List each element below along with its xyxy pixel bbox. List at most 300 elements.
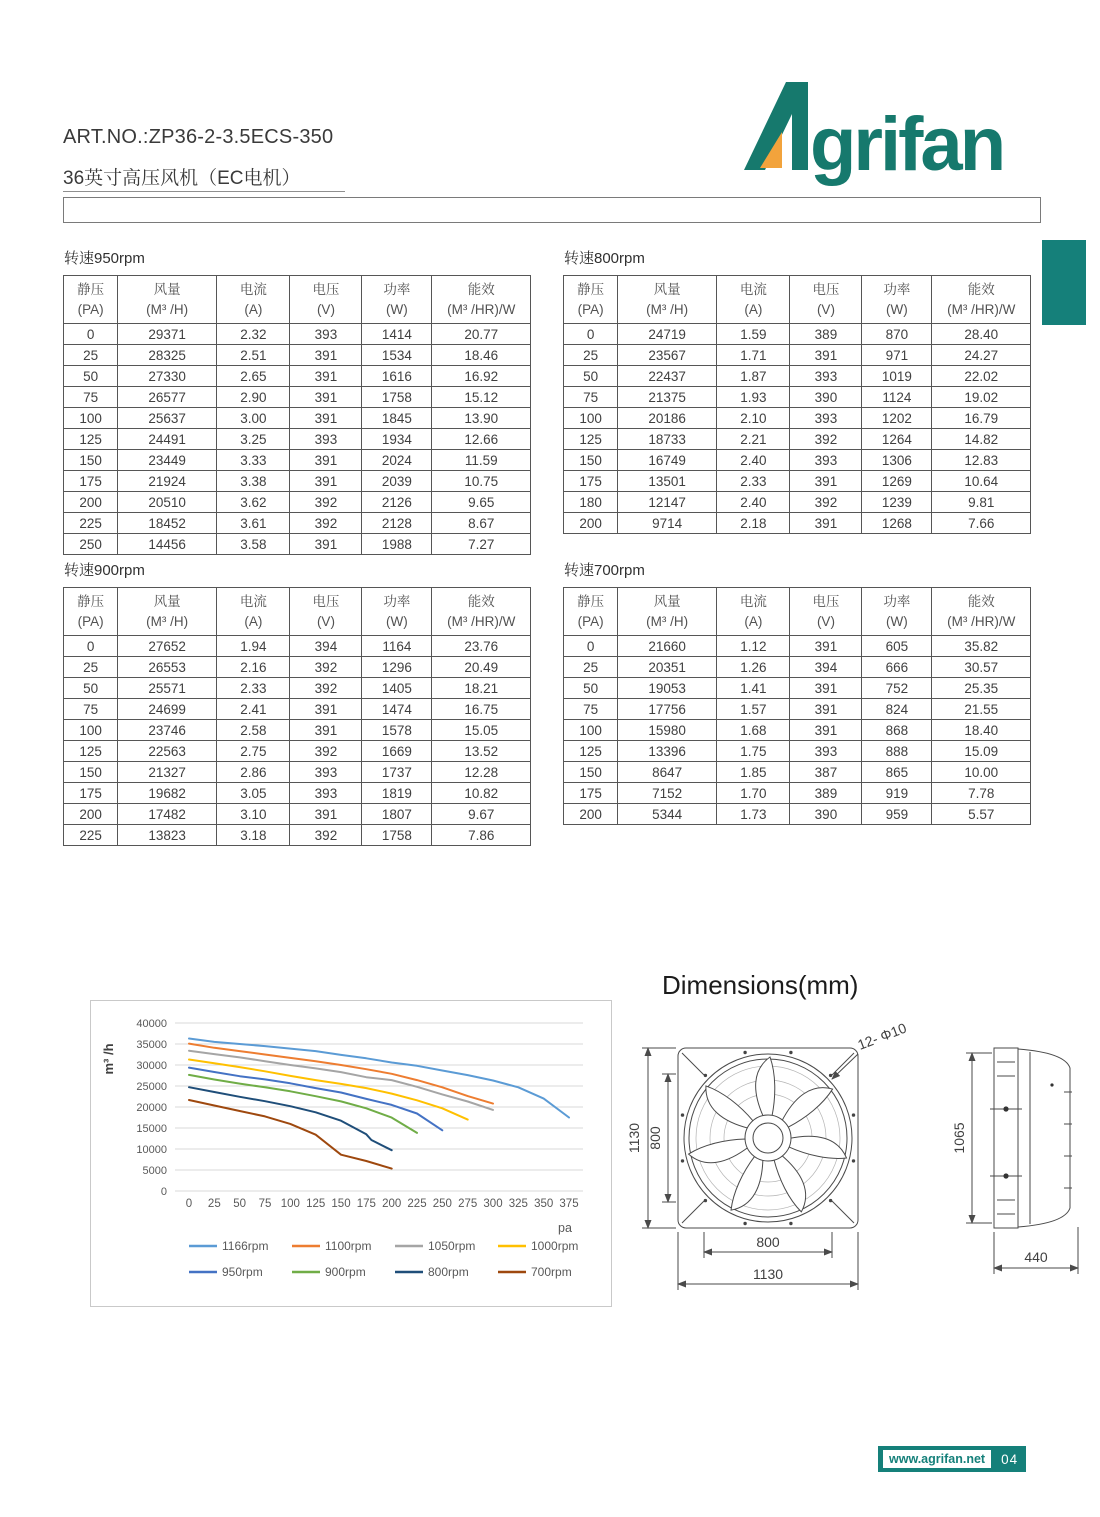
spec-table — [63, 275, 531, 555]
cell: 971 — [862, 345, 932, 366]
cell: 15980 — [618, 720, 717, 741]
column-header: 电压 (V) — [290, 588, 362, 636]
dim-front-outer-height: 1130 — [626, 1122, 642, 1154]
bolt-hole — [704, 1074, 707, 1077]
table-row — [64, 699, 531, 720]
legend-label: 1100rpm — [325, 1239, 372, 1253]
cell: 200 — [564, 513, 618, 534]
cell: 392 — [290, 678, 362, 699]
spec-table-700rpm — [563, 559, 1035, 825]
cell: 13.52 — [432, 741, 531, 762]
cell: 391 — [290, 408, 362, 429]
cell: 1.26 — [717, 657, 790, 678]
series-line-1100rpm — [189, 1044, 493, 1104]
table-title: 转速700rpm — [564, 562, 645, 579]
cell: 393 — [290, 324, 362, 345]
cell: 24491 — [118, 429, 217, 450]
legend-label: 950rpm — [222, 1265, 263, 1279]
footer-page-number: 04 — [1001, 1451, 1019, 1467]
cell: 2.41 — [217, 699, 290, 720]
cell: 865 — [862, 762, 932, 783]
cell: 391 — [790, 345, 862, 366]
table-row — [64, 741, 531, 762]
table-row — [64, 678, 531, 699]
cell: 35.82 — [932, 636, 1031, 657]
cell: 21327 — [118, 762, 217, 783]
y-tick-label: 20000 — [136, 1102, 167, 1114]
cell: 1239 — [862, 492, 932, 513]
cell: 393 — [790, 408, 862, 429]
cell: 1534 — [362, 345, 432, 366]
cell: 24719 — [618, 324, 717, 345]
table-row — [564, 657, 1031, 678]
cell: 19682 — [118, 783, 217, 804]
cell: 391 — [790, 720, 862, 741]
y-tick-label: 10000 — [136, 1144, 167, 1156]
cell: 0 — [564, 636, 618, 657]
cell: 2.10 — [717, 408, 790, 429]
cell: 21924 — [118, 471, 217, 492]
cell: 391 — [790, 636, 862, 657]
cell: 25637 — [118, 408, 217, 429]
cell: 13501 — [618, 471, 717, 492]
cell: 14.82 — [932, 429, 1031, 450]
header-row — [64, 276, 531, 324]
table-row — [64, 387, 531, 408]
column-header: 电流 (A) — [717, 588, 790, 636]
bolt-hole — [852, 1113, 855, 1116]
cell: 9.67 — [432, 804, 531, 825]
table-row — [564, 429, 1031, 450]
bolt-hole — [681, 1113, 684, 1116]
table-row — [564, 387, 1031, 408]
dim-front-outer-width: 1130 — [752, 1266, 784, 1282]
cell: 12.83 — [932, 450, 1031, 471]
x-tick-label: 50 — [233, 1198, 247, 1210]
cell: 1306 — [862, 450, 932, 471]
cell: 25.35 — [932, 678, 1031, 699]
column-header: 电流 (A) — [717, 276, 790, 324]
y-tick-label: 35000 — [136, 1039, 167, 1051]
cell: 2.40 — [717, 450, 790, 471]
dim-side-height: 1065 — [951, 1122, 967, 1154]
bolt-hole — [743, 1051, 746, 1054]
cell: 150 — [64, 450, 118, 471]
legend-label: 700rpm — [531, 1265, 572, 1279]
cell: 175 — [64, 783, 118, 804]
column-header: 静压 (PA) — [564, 276, 618, 324]
cell: 3.58 — [217, 534, 290, 555]
cell: 1268 — [862, 513, 932, 534]
cell: 19053 — [618, 678, 717, 699]
cell: 225 — [64, 513, 118, 534]
cell: 1.59 — [717, 324, 790, 345]
cell: 27330 — [118, 366, 217, 387]
cell: 20351 — [618, 657, 717, 678]
cell: 13823 — [118, 825, 217, 846]
cell: 100 — [564, 408, 618, 429]
y-tick-label: 5000 — [142, 1165, 167, 1177]
cell: 919 — [862, 783, 932, 804]
cell: 150 — [564, 762, 618, 783]
cell: 2039 — [362, 471, 432, 492]
fan-blade — [771, 1151, 815, 1214]
cell: 18.40 — [932, 720, 1031, 741]
cell: 391 — [290, 387, 362, 408]
cell: 12147 — [618, 492, 717, 513]
title-underline — [63, 191, 345, 192]
cell: 2.32 — [217, 324, 290, 345]
spec-table-950rpm — [63, 247, 535, 555]
spec-table — [63, 587, 531, 846]
bolt-hole — [743, 1222, 746, 1225]
fan-frame-side — [994, 1048, 1018, 1228]
bolt-hole — [829, 1074, 832, 1077]
cell: 8.67 — [432, 513, 531, 534]
table-title: 转速800rpm — [564, 250, 645, 267]
cell: 26553 — [118, 657, 217, 678]
cell: 21660 — [618, 636, 717, 657]
dim-holes-note: 12- Φ10 — [855, 1019, 909, 1053]
cell: 605 — [862, 636, 932, 657]
header-row — [64, 588, 531, 636]
column-header: 电压 (V) — [790, 276, 862, 324]
cell: 390 — [790, 387, 862, 408]
x-tick-label: 375 — [559, 1198, 579, 1210]
cell: 391 — [290, 720, 362, 741]
cell: 15.12 — [432, 387, 531, 408]
cell: 14456 — [118, 534, 217, 555]
cell: 1.41 — [717, 678, 790, 699]
cell: 7.78 — [932, 783, 1031, 804]
legend-label: 900rpm — [325, 1265, 366, 1279]
table-row — [564, 741, 1031, 762]
cell: 175 — [564, 783, 618, 804]
cell: 24699 — [118, 699, 217, 720]
cell: 23.76 — [432, 636, 531, 657]
cell: 3.00 — [217, 408, 290, 429]
cell: 2126 — [362, 492, 432, 513]
cell: 20510 — [118, 492, 217, 513]
cell: 16.92 — [432, 366, 531, 387]
series-line-700rpm — [189, 1100, 392, 1169]
cell: 200 — [564, 804, 618, 825]
x-tick-label: 200 — [382, 1198, 402, 1210]
footer-bar — [878, 1446, 1026, 1472]
cell: 1616 — [362, 366, 432, 387]
column-header: 功率 (W) — [362, 588, 432, 636]
cell: 15.09 — [932, 741, 1031, 762]
y-tick-label: 30000 — [136, 1060, 167, 1072]
header-row — [564, 588, 1031, 636]
cell: 392 — [290, 657, 362, 678]
table-row — [64, 429, 531, 450]
cell: 391 — [790, 678, 862, 699]
table-title: 转速950rpm — [64, 250, 145, 267]
cell: 389 — [790, 783, 862, 804]
cell: 16.75 — [432, 699, 531, 720]
cell: 393 — [790, 741, 862, 762]
spec-table-800rpm — [563, 247, 1035, 534]
cell: 391 — [290, 534, 362, 555]
cell: 75 — [64, 699, 118, 720]
table-row — [564, 492, 1031, 513]
cell: 25 — [564, 657, 618, 678]
cell: 666 — [862, 657, 932, 678]
column-header: 静压 (PA) — [564, 588, 618, 636]
cell: 10.75 — [432, 471, 531, 492]
cell: 870 — [862, 324, 932, 345]
cell: 25 — [64, 657, 118, 678]
column-header: 静压 (PA) — [64, 276, 118, 324]
cell: 23746 — [118, 720, 217, 741]
table-row — [564, 783, 1031, 804]
x-tick-label: 175 — [356, 1198, 376, 1210]
fan-blade — [756, 1057, 775, 1118]
table-row — [564, 471, 1031, 492]
cell: 19.02 — [932, 387, 1031, 408]
cell: 17756 — [618, 699, 717, 720]
cell: 1.87 — [717, 366, 790, 387]
product-title: 36英寸高压风机（EC电机） — [63, 168, 301, 189]
column-header: 电流 (A) — [217, 276, 290, 324]
cell: 9.81 — [932, 492, 1031, 513]
cell: 391 — [290, 471, 362, 492]
bolt-hole — [704, 1199, 707, 1202]
cell: 25571 — [118, 678, 217, 699]
legend-label: 800rpm — [428, 1265, 469, 1279]
cell: 7.27 — [432, 534, 531, 555]
cell: 391 — [790, 699, 862, 720]
table-row — [64, 471, 531, 492]
cell: 100 — [64, 408, 118, 429]
cell: 391 — [290, 450, 362, 471]
cell: 3.25 — [217, 429, 290, 450]
cell: 1.73 — [717, 804, 790, 825]
cell: 200 — [64, 804, 118, 825]
table-title: 转速900rpm — [64, 562, 145, 579]
cell: 9.65 — [432, 492, 531, 513]
cell: 2.33 — [717, 471, 790, 492]
column-header: 电压 (V) — [790, 588, 862, 636]
y-tick-label: 15000 — [136, 1123, 167, 1135]
cell: 1296 — [362, 657, 432, 678]
cell: 75 — [564, 699, 618, 720]
cell: 752 — [862, 678, 932, 699]
cell: 392 — [790, 492, 862, 513]
cell: 23449 — [118, 450, 217, 471]
page-edge-tab — [1042, 240, 1086, 325]
table-row — [564, 678, 1031, 699]
cell: 390 — [790, 804, 862, 825]
dim-side-depth: 440 — [1024, 1249, 1048, 1265]
cell: 11.59 — [432, 450, 531, 471]
cell: 125 — [64, 741, 118, 762]
cell: 1758 — [362, 387, 432, 408]
cell: 0 — [564, 324, 618, 345]
bolt-hole — [789, 1222, 792, 1225]
cell: 100 — [564, 720, 618, 741]
cell: 2024 — [362, 450, 432, 471]
cell: 1019 — [862, 366, 932, 387]
cell: 7.66 — [932, 513, 1031, 534]
table-row — [564, 762, 1031, 783]
cell: 1202 — [862, 408, 932, 429]
cell: 2.18 — [717, 513, 790, 534]
cell: 824 — [862, 699, 932, 720]
legend-label: 1166rpm — [222, 1239, 269, 1253]
cell: 18733 — [618, 429, 717, 450]
logo-text: grifan — [810, 102, 1004, 187]
cell: 3.61 — [217, 513, 290, 534]
cell: 1.85 — [717, 762, 790, 783]
header-rule-box — [63, 197, 1041, 223]
cell: 50 — [64, 366, 118, 387]
x-tick-label: 75 — [258, 1198, 272, 1210]
cell: 23567 — [618, 345, 717, 366]
cell: 2.16 — [217, 657, 290, 678]
table-row — [64, 408, 531, 429]
cell: 393 — [290, 762, 362, 783]
cell: 2.75 — [217, 741, 290, 762]
cell: 0 — [64, 324, 118, 345]
table-row — [564, 324, 1031, 345]
cell: 200 — [64, 492, 118, 513]
cell: 20186 — [618, 408, 717, 429]
cell: 391 — [290, 366, 362, 387]
cell: 3.10 — [217, 804, 290, 825]
cell: 21.55 — [932, 699, 1031, 720]
table-row — [564, 804, 1031, 825]
cell: 1.12 — [717, 636, 790, 657]
cell: 1845 — [362, 408, 432, 429]
dimensions-title: Dimensions(mm) — [662, 970, 859, 1000]
cell: 387 — [790, 762, 862, 783]
cell: 393 — [790, 366, 862, 387]
cell: 28325 — [118, 345, 217, 366]
cell: 392 — [290, 825, 362, 846]
table-row — [64, 324, 531, 345]
cell: 391 — [290, 804, 362, 825]
table-row — [564, 408, 1031, 429]
column-header: 能效 (M³ /HR)/W — [932, 276, 1031, 324]
cell: 3.33 — [217, 450, 290, 471]
x-tick-label: 325 — [508, 1198, 528, 1210]
cell: 3.05 — [217, 783, 290, 804]
spec-table — [563, 275, 1031, 534]
cell: 1758 — [362, 825, 432, 846]
cell: 1264 — [862, 429, 932, 450]
table-row — [64, 636, 531, 657]
dim-front-inner-height: 800 — [647, 1126, 663, 1150]
bolt-hole — [681, 1159, 684, 1162]
legend-label: 1050rpm — [428, 1239, 476, 1253]
cell: 0 — [64, 636, 118, 657]
table-row — [564, 345, 1031, 366]
table-row — [564, 699, 1031, 720]
cell: 1.70 — [717, 783, 790, 804]
column-header: 功率 (W) — [862, 588, 932, 636]
footer-url: www.agrifan.net — [883, 1450, 991, 1468]
cell: 2.40 — [717, 492, 790, 513]
bolt-hole — [852, 1159, 855, 1162]
spec-table-900rpm — [63, 559, 535, 846]
column-header: 能效 (M³ /HR)/W — [432, 588, 531, 636]
cell: 1.93 — [717, 387, 790, 408]
table-row — [64, 825, 531, 846]
series-line-900rpm — [189, 1075, 417, 1133]
table-row — [64, 804, 531, 825]
table-row — [64, 762, 531, 783]
cell: 1.94 — [217, 636, 290, 657]
cell: 10.82 — [432, 783, 531, 804]
table-row — [64, 657, 531, 678]
cell: 29371 — [118, 324, 217, 345]
cell: 5.57 — [932, 804, 1031, 825]
cell: 125 — [564, 429, 618, 450]
cell: 2.86 — [217, 762, 290, 783]
cell: 2.65 — [217, 366, 290, 387]
cell: 394 — [790, 657, 862, 678]
x-tick-label: 250 — [432, 1198, 452, 1210]
cell: 17482 — [118, 804, 217, 825]
cell: 13396 — [618, 741, 717, 762]
table-row — [64, 366, 531, 387]
table-row — [564, 513, 1031, 534]
cell: 20.77 — [432, 324, 531, 345]
dim-front-inner-width: 800 — [756, 1234, 780, 1250]
cell: 25 — [564, 345, 618, 366]
cell: 12.66 — [432, 429, 531, 450]
y-axis-title: m³ /h — [101, 1043, 116, 1075]
table-row — [64, 513, 531, 534]
cell: 392 — [790, 429, 862, 450]
art-number: ART.NO.:ZP36-2-3.5ECS-350 — [63, 126, 334, 148]
legend-label: 1000rpm — [531, 1239, 579, 1253]
cell: 21375 — [618, 387, 717, 408]
cell: 5344 — [618, 804, 717, 825]
table-row — [564, 720, 1031, 741]
table-row — [564, 366, 1031, 387]
cell: 125 — [64, 429, 118, 450]
table-row — [64, 534, 531, 555]
cell: 24.27 — [932, 345, 1031, 366]
cell: 100 — [64, 720, 118, 741]
column-header: 风量 (M³ /H) — [618, 276, 717, 324]
cell: 18452 — [118, 513, 217, 534]
performance-chart — [90, 1000, 612, 1307]
cell: 391 — [790, 471, 862, 492]
bolt-hole — [829, 1199, 832, 1202]
cell: 393 — [290, 783, 362, 804]
cell: 1.57 — [717, 699, 790, 720]
column-header: 风量 (M³ /H) — [118, 588, 217, 636]
cell: 50 — [64, 678, 118, 699]
cell: 1669 — [362, 741, 432, 762]
brand-logo — [740, 78, 1040, 190]
column-header: 功率 (W) — [862, 276, 932, 324]
x-tick-label: 300 — [483, 1198, 503, 1210]
cell: 393 — [790, 450, 862, 471]
cell: 10.64 — [932, 471, 1031, 492]
cell: 2.58 — [217, 720, 290, 741]
cell: 16.79 — [932, 408, 1031, 429]
cell: 392 — [290, 492, 362, 513]
cell: 180 — [564, 492, 618, 513]
chart-canvas — [91, 1001, 609, 1304]
cell: 393 — [290, 429, 362, 450]
cell: 50 — [564, 678, 618, 699]
